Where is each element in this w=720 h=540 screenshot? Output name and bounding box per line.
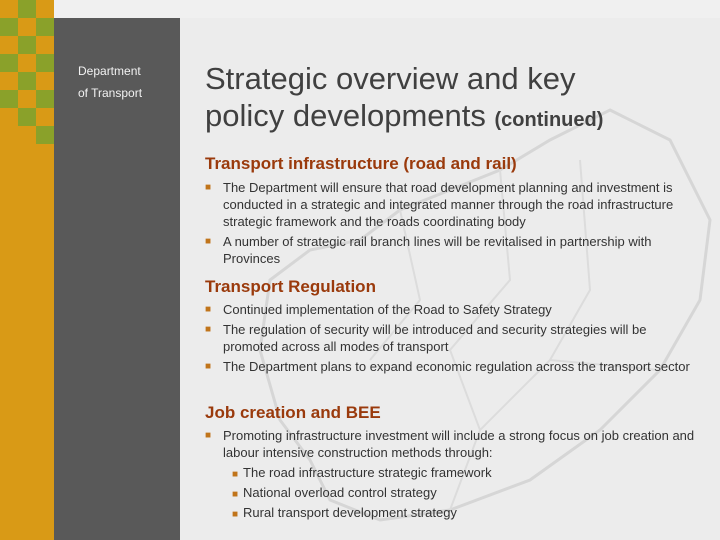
list-item: ■ The regulation of security will be introduced and security strategies will be promoted across all modes of transport [205,322,647,354]
title-line-1: Strategic overview and key [205,61,576,96]
decorative-square [36,18,54,36]
bullet-icon: ■ [232,509,239,520]
sidebar-department: Department [78,64,141,78]
section-heading-infrastructure: Transport infrastructure (road and rail) [205,154,517,173]
section-heading-job-creation: Job creation and BEE [205,403,381,422]
bullet-icon: ■ [205,236,212,247]
top-band [54,0,720,18]
sidebar [54,0,180,540]
sidebar-of-transport: of Transport [78,86,143,100]
bullet-icon: ■ [205,324,212,335]
bullet-icon: ■ [232,489,239,500]
section-heading-regulation: Transport Regulation [205,277,376,296]
decorative-square [0,90,18,108]
title-line-2-main: policy developments [205,98,486,133]
decorative-square [0,54,18,72]
sub-list-item: ■ National overload control strategy [232,485,437,500]
sub-list-item: ■ The road infrastructure strategic framework [232,465,492,480]
list-item: ■ The Department will ensure that road development planning and investment is conducted in a strategic and integrated manner through the road infrastructure strategic framework and the roads coordinating body [205,180,674,229]
list-item: ■ A number of strategic rail branch lines will be revitalised in partnership with Provinces [205,234,652,266]
decorative-square [18,36,36,54]
decorative-square [36,90,54,108]
decorative-square [36,126,54,144]
title-continued: (continued) [494,109,604,131]
title-line-2 [205,97,715,139]
list-item: ■ The Department plans to expand economic regulation across the transport sector [205,359,690,374]
list-item: ■ Promoting infrastructure investment will include a strong focus on job creation and labour intensive construction methods through: [205,428,695,460]
page-title [205,60,715,139]
list-item: ■ Continued implementation of the Road to Safety Strategy [205,302,552,317]
decorative-square [18,72,36,90]
bullet-icon: ■ [232,469,239,480]
decorative-square [18,0,36,18]
decorative-square [0,18,18,36]
bullet-icon: ■ [205,182,212,193]
bullet-icon: ■ [205,430,212,441]
bullet-icon: ■ [205,304,212,315]
sub-list-item: ■ Rural transport development strategy [232,505,457,520]
bullet-icon: ■ [205,361,212,372]
decorative-square [18,108,36,126]
decorative-square [36,54,54,72]
